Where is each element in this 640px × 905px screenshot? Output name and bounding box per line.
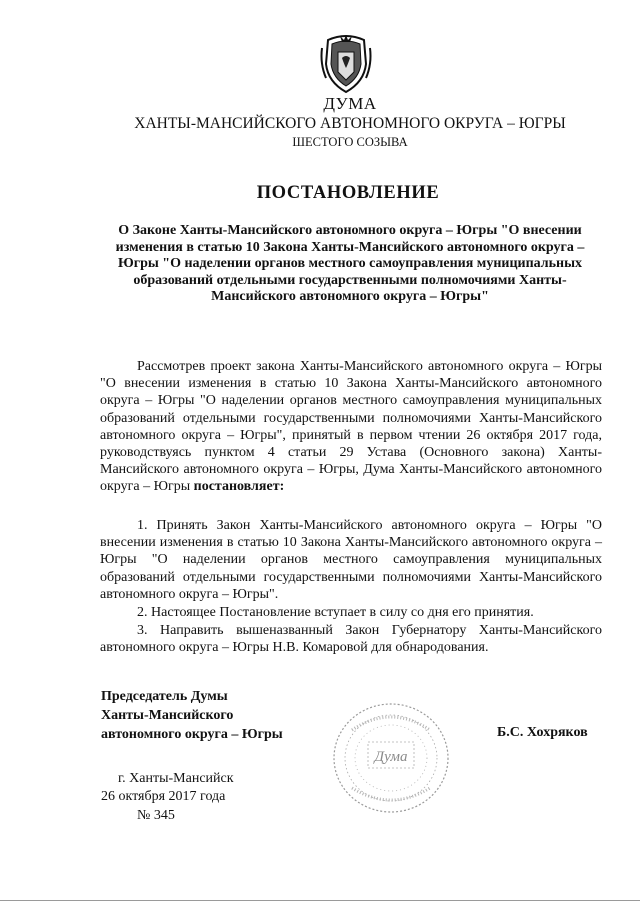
document-date: 26 октября 2017 года bbox=[101, 789, 226, 804]
coat-of-arms-emblem bbox=[318, 34, 374, 96]
resolution-item-1: 1. Принять Закон Ханты-Мансийского автономного округа – Югры "О внесении изменения в статью 10 Закона Ханты-Мансийского автономного округа – Югры "О наделении органов местного самоуправления муниципальных образований отдельными государственными полномочиями Ханты-Мансийского автономного округа – Югры". bbox=[100, 518, 602, 602]
okrug-heading: ХАНТЫ-МАНСИЙСКОГО АВТОНОМНОГО ОКРУГА – ЮГРЫ bbox=[134, 115, 566, 132]
signatory-name: Б.С. Хохряков bbox=[497, 725, 588, 740]
page-edge-divider bbox=[0, 900, 640, 901]
document-subject: О Законе Ханты-Мансийского автономного округа – Югры "О внесении изменения в статью 10 Закона Ханты-Мансийского автономного округа – Югры "О наделении органов местного самоуправления муниципальных образований отдельными государственными полномочиями Ханты-Мансийского автономного округа – Югры" bbox=[115, 223, 585, 305]
duma-heading: ДУМА bbox=[323, 94, 377, 113]
resolution-item-2: 2. Настоящее Постановление вступает в силу со дня его принятия. bbox=[137, 605, 534, 620]
position-line: Председатель Думы bbox=[101, 689, 228, 704]
preamble-text: Рассмотрев проект закона Ханты-Мансийского автономного округа – Югры "О внесении изменения в статью 10 Закона Ханты-Мансийского автономного округа – Югры "О наделении органов местного самоуправления муниципальных образований отдельными государственными полномочиями Ханты-Мансийского автономного округа – Югры", принятый в первом чтении 26 октября 2017 года, руководствуясь пунктом 4 статьи 29 Устава (Основного закона) Ханты-Мансийского автономного округа – Югры, Дума Ханты-Мансийского автономного округа – Югры bbox=[100, 359, 602, 495]
official-seal-stamp bbox=[330, 700, 452, 816]
convocation-heading: ШЕСТОГО СОЗЫВА bbox=[292, 135, 408, 149]
stamp-text: Дума bbox=[374, 749, 408, 765]
preamble-paragraph bbox=[100, 358, 602, 496]
document-number: № 345 bbox=[137, 808, 175, 823]
position-line: автономного округа – Югры bbox=[101, 727, 283, 742]
decision-word: постановляет: bbox=[193, 479, 285, 495]
position-line: Ханты-Мансийского bbox=[101, 708, 234, 723]
resolution-item-3: 3. Направить вышеназванный Закон Губернатору Ханты-Мансийского автономного округа – Югры Н.В. Комаровой для обнародования. bbox=[100, 623, 602, 656]
document-title: ПОСТАНОВЛЕНИЕ bbox=[256, 183, 440, 203]
city: г. Ханты-Мансийск bbox=[118, 771, 234, 786]
signatory-position bbox=[101, 687, 341, 744]
